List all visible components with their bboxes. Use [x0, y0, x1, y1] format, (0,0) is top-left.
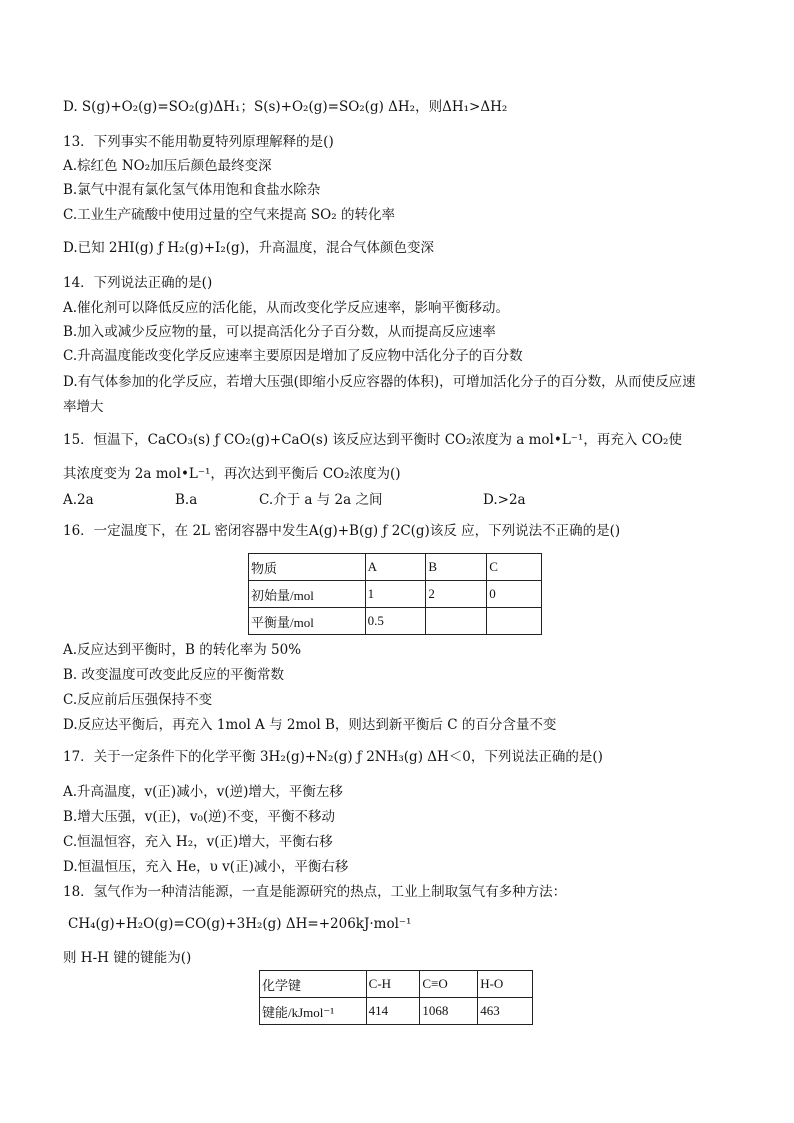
- q12-option-d: D. S(g)+O₂(g)=SO₂(g)ΔH₁；S(s)+O₂(g)=SO₂(g) ΔH₂，则ΔH₁>ΔH₂: [63, 99, 508, 115]
- q18-table: [259, 970, 533, 1025]
- q17-option-a: A.升高温度，v(正)减小，v(逆)增大，平衡左移: [63, 784, 343, 800]
- q13-stem: 13．下列事实不能用勒夏特列原理解释的是(): [63, 134, 334, 150]
- table-cell: B: [426, 554, 487, 581]
- table-cell: [426, 608, 487, 635]
- table-row: [249, 581, 542, 608]
- q16-option-a: A.反应达到平衡时，B 的转化率为 50%: [63, 642, 302, 658]
- q18-equation: CH₄(g)+H₂O(g)=CO(g)+3H₂(g) ΔH=+206kJ·mol⁻¹: [68, 916, 412, 932]
- table-cell: 平衡量/mol: [249, 608, 366, 635]
- q14-option-d-cont: 率增大: [63, 399, 104, 415]
- table-cell: 1068: [420, 998, 478, 1025]
- q15-option-a: A.2a: [63, 492, 94, 508]
- q15-stem: 15．恒温下，CaCO₃(s) ƒ CO₂(g)+CaO(s) 该反应达到平衡时 CO₂浓度为 a mol•L⁻¹，再充入 CO₂使: [63, 432, 682, 448]
- q17-option-d: D.恒温恒压，充入 He，υ v(正)减小，平衡右移: [63, 859, 349, 875]
- q18-stem: 18．氢气作为一种清洁能源，一直是能源研究的热点，工业上制取氢气有多种方法：: [63, 884, 567, 900]
- table-row: [260, 998, 533, 1025]
- q14-option-d: D.有气体参加的化学反应，若增大压强(即缩小反应容器的体积)，可增加活化分子的百分数，从而使反应速: [63, 374, 696, 390]
- q13-option-d: D.已知 2HI(g) ƒ H₂(g)+I₂(g)，升高温度，混合气体颜色变深: [63, 240, 434, 256]
- q15-stem-cont: 其浓度变为 2a mol•L⁻¹，再次达到平衡后 CO₂浓度为(): [63, 466, 401, 482]
- q14-option-c: C.升高温度能改变化学反应速率主要原因是增加了反应物中活化分子的百分数: [63, 348, 523, 364]
- table-row: [260, 971, 533, 998]
- q15-option-b: B.a: [175, 492, 198, 508]
- table-cell: H-O: [478, 971, 533, 998]
- q15-option-c: C.介于 a 与 2a 之间: [259, 492, 383, 508]
- table-cell: 2: [426, 581, 487, 608]
- table-cell: 463: [478, 998, 533, 1025]
- q16-option-c: C.反应前后压强保持不变: [63, 692, 213, 708]
- table-cell: 0.5: [365, 608, 426, 635]
- table-cell: A: [365, 554, 426, 581]
- q15-option-d: D.>2a: [483, 492, 526, 508]
- table-cell: C-H: [366, 971, 420, 998]
- q13-option-a: A.棕红色 NO₂加压后颜色最终变深: [63, 158, 272, 174]
- table-cell: 1: [365, 581, 426, 608]
- table-cell: 初始量/mol: [249, 581, 366, 608]
- table-cell: 0: [487, 581, 542, 608]
- q16-stem: 16．一定温度下，在 2L 密闭容器中发生A(g)+B(g) ƒ 2C(g)该反 应，下列说法不正确的是(): [63, 523, 621, 539]
- q14-option-a: A.催化剂可以降低反应的活化能，从而改变化学反应速率，影响平衡移动。: [63, 300, 510, 316]
- q14-option-b: B.加入或减少反应物的量，可以提高活化分子百分数，从而提高反应速率: [63, 324, 496, 340]
- table-cell: 键能/kJmol⁻¹: [260, 998, 367, 1025]
- q16-option-d: D.反应达平衡后，再充入 1mol A 与 2mol B，则达到新平衡后 C 的百分含量不变: [63, 717, 557, 733]
- table-cell: [487, 608, 542, 635]
- q17-option-c: C.恒温恒容，充入 H₂，v(正)增大，平衡右移: [63, 834, 333, 850]
- table-cell: C: [487, 554, 542, 581]
- q17-option-b: B.增大压强，v(正)，v₀(逆)不变，平衡不移动: [63, 809, 335, 825]
- table-cell: 化学键: [260, 971, 367, 998]
- q14-stem: 14．下列说法正确的是(): [63, 275, 213, 291]
- q16-option-b: B. 改变温度可改变此反应的平衡常数: [63, 667, 285, 683]
- table-row: [249, 554, 542, 581]
- q13-option-c: C.工业生产硫酸中使用过量的空气来提高 SO₂ 的转化率: [63, 207, 395, 223]
- q16-table: [248, 553, 542, 635]
- q17-stem: 17．关于一定条件下的化学平衡 3H₂(g)+N₂(g) ƒ 2NH₃(g) ΔH＜0，下列说法正确的是(): [63, 749, 603, 765]
- table-row: [249, 608, 542, 635]
- q13-option-b: B.氯气中混有氯化氢气体用饱和食盐水除杂: [63, 182, 321, 198]
- table-cell: 物质: [249, 554, 366, 581]
- table-cell: C≡O: [420, 971, 478, 998]
- table-cell: 414: [366, 998, 420, 1025]
- q18-question: 则 H-H 键的键能为(): [63, 950, 192, 966]
